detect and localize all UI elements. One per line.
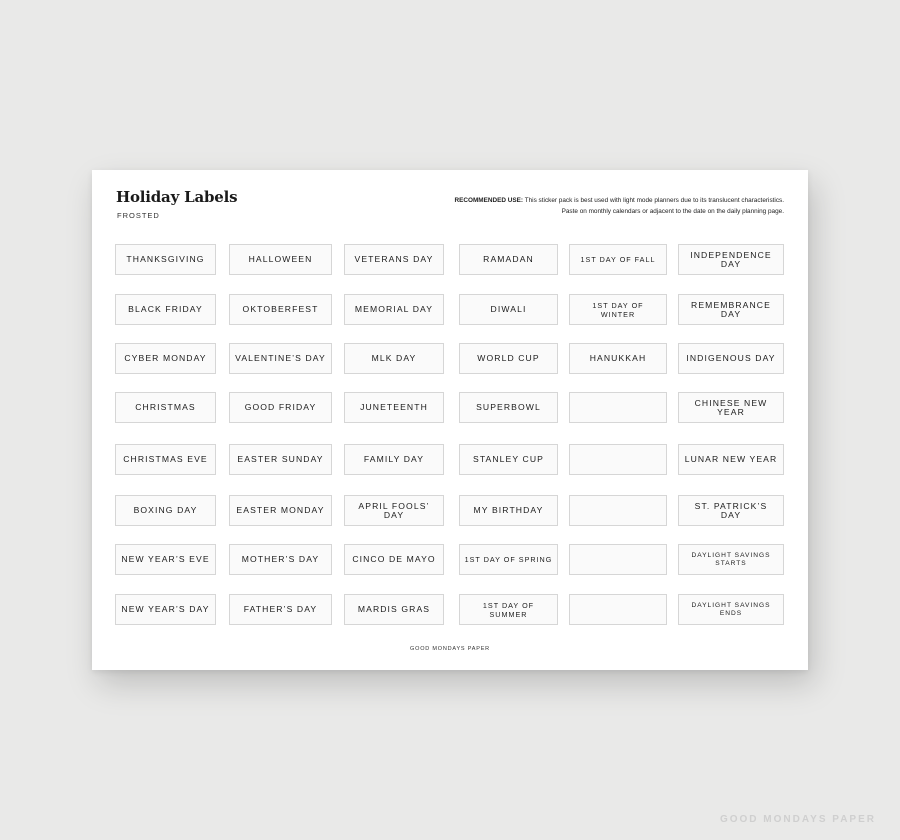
- holiday-label: VETERANS DAY: [344, 244, 444, 275]
- holiday-label: DAYLIGHT SAVINGS STARTS: [678, 544, 784, 575]
- holiday-label: BLACK FRIDAY: [115, 294, 216, 325]
- holiday-label: CHINESE NEW YEAR: [678, 392, 784, 423]
- holiday-label: NEW YEAR’S EVE: [115, 544, 216, 575]
- holiday-label: INDIGENOUS DAY: [678, 343, 784, 374]
- holiday-label: VALENTINE’S DAY: [229, 343, 332, 374]
- holiday-label: DIWALI: [459, 294, 558, 325]
- holiday-label: 1ST DAY OF WINTER: [569, 294, 667, 325]
- holiday-label: OKTOBERFEST: [229, 294, 332, 325]
- holiday-label: CHRISTMAS EVE: [115, 444, 216, 475]
- holiday-label: 1ST DAY OF FALL: [569, 244, 667, 275]
- holiday-label: MY BIRTHDAY: [459, 495, 558, 526]
- page-title: Holiday Labels: [116, 188, 238, 206]
- holiday-label: THANKSGIVING: [115, 244, 216, 275]
- holiday-label: CINCO DE MAYO: [344, 544, 444, 575]
- holiday-label: EASTER SUNDAY: [229, 444, 332, 475]
- blank-label: [569, 544, 667, 575]
- holiday-label: DAYLIGHT SAVINGS ENDS: [678, 594, 784, 625]
- holiday-label: STANLEY CUP: [459, 444, 558, 475]
- blank-label: [569, 392, 667, 423]
- holiday-label: MLK DAY: [344, 343, 444, 374]
- holiday-label: CYBER MONDAY: [115, 343, 216, 374]
- blank-label: [569, 594, 667, 625]
- holiday-label: ST. PATRICK’S DAY: [678, 495, 784, 526]
- holiday-label: FAMILY DAY: [344, 444, 444, 475]
- blank-label: [569, 444, 667, 475]
- recommended-use-line-2: Paste on monthly calendars or adjacent to the date on the daily planning page.: [561, 207, 784, 215]
- sheet-footer: GOOD MONDAYS PAPER: [410, 646, 490, 652]
- holiday-label: 1ST DAY OF SUMMER: [459, 594, 558, 625]
- recommended-use-heading: RECOMMENDED USE:: [454, 197, 524, 204]
- holiday-label: RAMADAN: [459, 244, 558, 275]
- holiday-label: 1ST DAY OF SPRING: [459, 544, 558, 575]
- sticker-sheet: [92, 170, 808, 670]
- holiday-label: HANUKKAH: [569, 343, 667, 374]
- holiday-label: CHRISTMAS: [115, 392, 216, 423]
- holiday-label: WORLD CUP: [459, 343, 558, 374]
- blank-label: [569, 495, 667, 526]
- holiday-label: REMEMBRANCE DAY: [678, 294, 784, 325]
- holiday-label: SUPERBOWL: [459, 392, 558, 423]
- holiday-label: MOTHER’S DAY: [229, 544, 332, 575]
- page-subtitle: FROSTED: [117, 211, 160, 220]
- holiday-label: FATHER’S DAY: [229, 594, 332, 625]
- holiday-label: MARDIS GRAS: [344, 594, 444, 625]
- holiday-label: MEMORIAL DAY: [344, 294, 444, 325]
- holiday-label: EASTER MONDAY: [229, 495, 332, 526]
- holiday-label: INDEPENDENCE DAY: [678, 244, 784, 275]
- holiday-label: LUNAR NEW YEAR: [678, 444, 784, 475]
- holiday-label: BOXING DAY: [115, 495, 216, 526]
- holiday-label: NEW YEAR’S DAY: [115, 594, 216, 625]
- holiday-label: JUNETEENTH: [344, 392, 444, 423]
- watermark: GOOD MONDAYS PAPER: [719, 814, 876, 825]
- holiday-label: HALLOWEEN: [229, 244, 332, 275]
- recommended-use-line-1: This sticker pack is best used with light mode planners due to its translucent characteristics.: [524, 197, 784, 204]
- recommended-use-note: [364, 196, 784, 217]
- holiday-label: GOOD FRIDAY: [229, 392, 332, 423]
- holiday-label: APRIL FOOLS’ DAY: [344, 495, 444, 526]
